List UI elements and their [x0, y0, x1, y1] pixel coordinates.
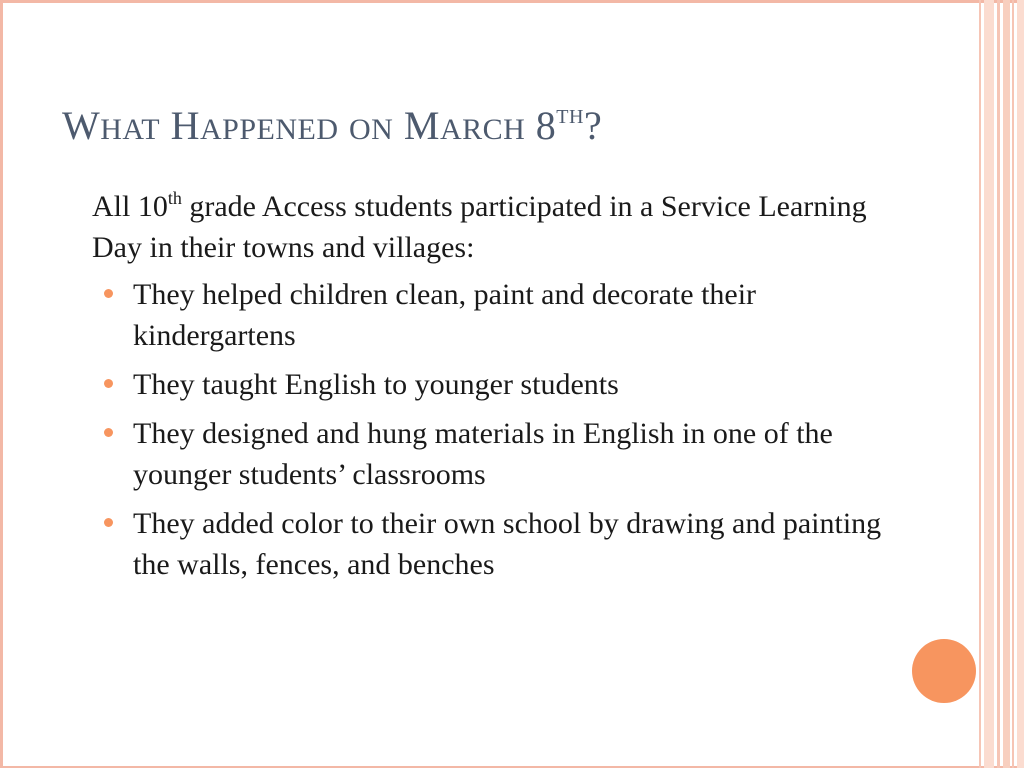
- bullet-item: [92, 274, 893, 356]
- slide-title: [62, 104, 602, 148]
- bullet-text: They taught English to younger students: [133, 368, 619, 401]
- bullet-text: They designed and hung materials in English in one of the younger students’ classrooms: [133, 417, 833, 491]
- bullet-item: [92, 413, 893, 495]
- right-stripe: [979, 0, 981, 768]
- intro-superscript: th: [167, 188, 182, 208]
- intro-paragraph: [92, 186, 922, 268]
- title-text: ARCH: [439, 113, 526, 146]
- left-border: [0, 0, 3, 768]
- title-text: ?: [583, 103, 603, 148]
- bullet-item: [92, 364, 893, 405]
- title-text: W: [62, 103, 101, 148]
- bullet-text: They added color to their own school by drawing and painting the walls, fences, and benches: [133, 507, 882, 581]
- right-stripe: [997, 0, 1000, 768]
- right-stripe: [984, 0, 994, 768]
- right-stripe: [1012, 0, 1014, 768]
- right-stripe: [1003, 0, 1010, 768]
- bullet-item: [92, 503, 893, 585]
- slide-body: [92, 186, 922, 593]
- title-text: APPENED: [200, 113, 339, 146]
- bullet-dot-icon: [104, 428, 113, 437]
- top-border: [0, 0, 1024, 3]
- intro-text: All 10: [92, 190, 168, 223]
- title-text: M: [403, 103, 440, 148]
- bullet-text: They helped children clean, paint and decorate their kindergartens: [133, 278, 757, 352]
- title-superscript: TH: [556, 106, 584, 128]
- title-text: HAT: [100, 113, 161, 146]
- title-text: 8: [535, 103, 557, 148]
- bullet-dot-icon: [104, 518, 113, 527]
- bullet-list: [92, 274, 922, 585]
- title-text: H: [170, 103, 200, 148]
- title-text: ON: [349, 113, 394, 146]
- decorative-circle: [912, 639, 976, 703]
- bullet-dot-icon: [104, 379, 113, 388]
- right-stripe: [1017, 0, 1024, 768]
- bullet-dot-icon: [104, 289, 113, 298]
- intro-text: grade Access students participated in a Service Learning Day in their towns and villages:: [92, 190, 867, 264]
